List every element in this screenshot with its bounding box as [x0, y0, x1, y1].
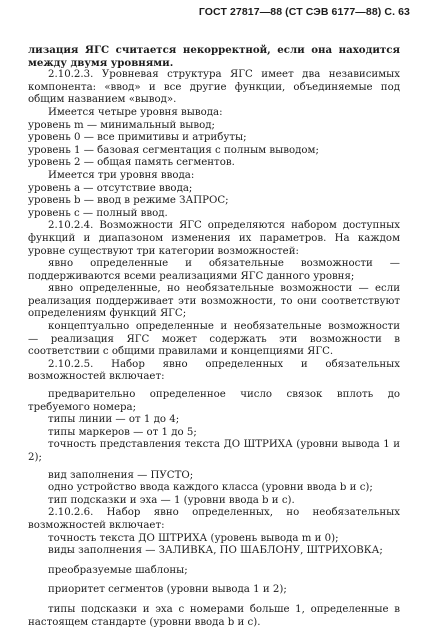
list-item: типы маркеров — от 1 до 5;	[48, 426, 197, 438]
input-level-c: уровень c — полный ввод.	[28, 207, 168, 219]
section-2-10-2-4: 2.10.2.4. Возможности ЯГС определяются набором доступных функций и диапазоном изменения их параметров. На каждом уровне существуют три категории возможностей:	[28, 220, 400, 257]
output-level-1: уровень 1 — базовая сегментация с полным выводом;	[28, 144, 319, 156]
document-body	[28, 44, 400, 629]
list-item: виды заполнения — ЗАЛИВКА, ПО ШАБЛОНУ, ШТРИХОВКА;	[48, 545, 383, 557]
section-2-10-2-6: 2.10.2.6. Набор явно определенных, но необязательных возможностей включает:	[28, 507, 400, 531]
list-item: приоритет сегментов (уровни вывода 1 и 2);	[48, 584, 287, 596]
capability-explicit-optional: явно определенные, но необязательные возможности — если реализация поддерживает эти возможности, то они соответствуют определениям функций ЯГС;	[28, 283, 400, 320]
list-item: предварительно определенное число связок вплоть до требуемого номера;	[28, 389, 400, 413]
list-item: преобразуемые шаблоны;	[48, 564, 188, 576]
list-item: тип подсказки и эха — 1 (уровни ввода b и c).	[48, 494, 295, 506]
paragraph: лизация ЯГС считается некорректной, если она находится между двумя уровнями.	[28, 44, 400, 69]
output-levels-intro: Имеется четыре уровня вывода:	[48, 106, 223, 118]
list-item: одно устройство ввода каждого класса (уровни ввода b и c);	[48, 482, 373, 494]
section-2-10-2-5: 2.10.2.5. Набор явно определенных и обязательных возможностей включает:	[28, 358, 400, 383]
list-item: точность представления текста ДО ШТРИХА (уровни вывода 1 и 2);	[28, 439, 400, 463]
list-item: точность текста ДО ШТРИХА (уровень вывода m и 0);	[48, 532, 339, 544]
input-levels-intro: Имеется три уровня ввода:	[48, 169, 195, 181]
list-item: вид заполнения — ПУСТО;	[48, 469, 194, 481]
input-level-b: уровень b — ввод в режиме ЗАПРОС;	[28, 195, 229, 207]
section-2-10-2-3: 2.10.2.3. Уровневая структура ЯГС имеет два независимых компонента: «ввод» и все другие функции, объединяемые под общим названием «вывод».	[28, 69, 400, 106]
input-level-a: уровень a — отсутствие ввода;	[28, 182, 193, 194]
list-item: типы линии — от 1 до 4;	[48, 414, 180, 426]
output-level-0: уровень 0 — все примитивы и атрибуты;	[28, 132, 247, 144]
page-header: ГОСТ 27817—88 (СТ СЭВ 6177—88) С. 63	[198, 6, 410, 18]
list-item: типы подсказки и эха с номерами больше 1, определенные в настоящем стандарте (уровни ввода b и c).	[28, 603, 400, 628]
output-level-m: уровень m — минимальный вывод;	[28, 119, 215, 131]
capability-explicit-mandatory: явно определенные и обязательные возможности — поддерживаются всеми реализациями ЯГС данного уровня;	[28, 258, 400, 282]
capability-conceptual-optional: концептуально определенные и необязательные возможности — реализация ЯГС может содержать эти возможности в соответствии с общими правилами и концепциями ЯГС.	[28, 321, 400, 358]
output-level-2: уровень 2 — общая память сегментов.	[28, 157, 235, 169]
